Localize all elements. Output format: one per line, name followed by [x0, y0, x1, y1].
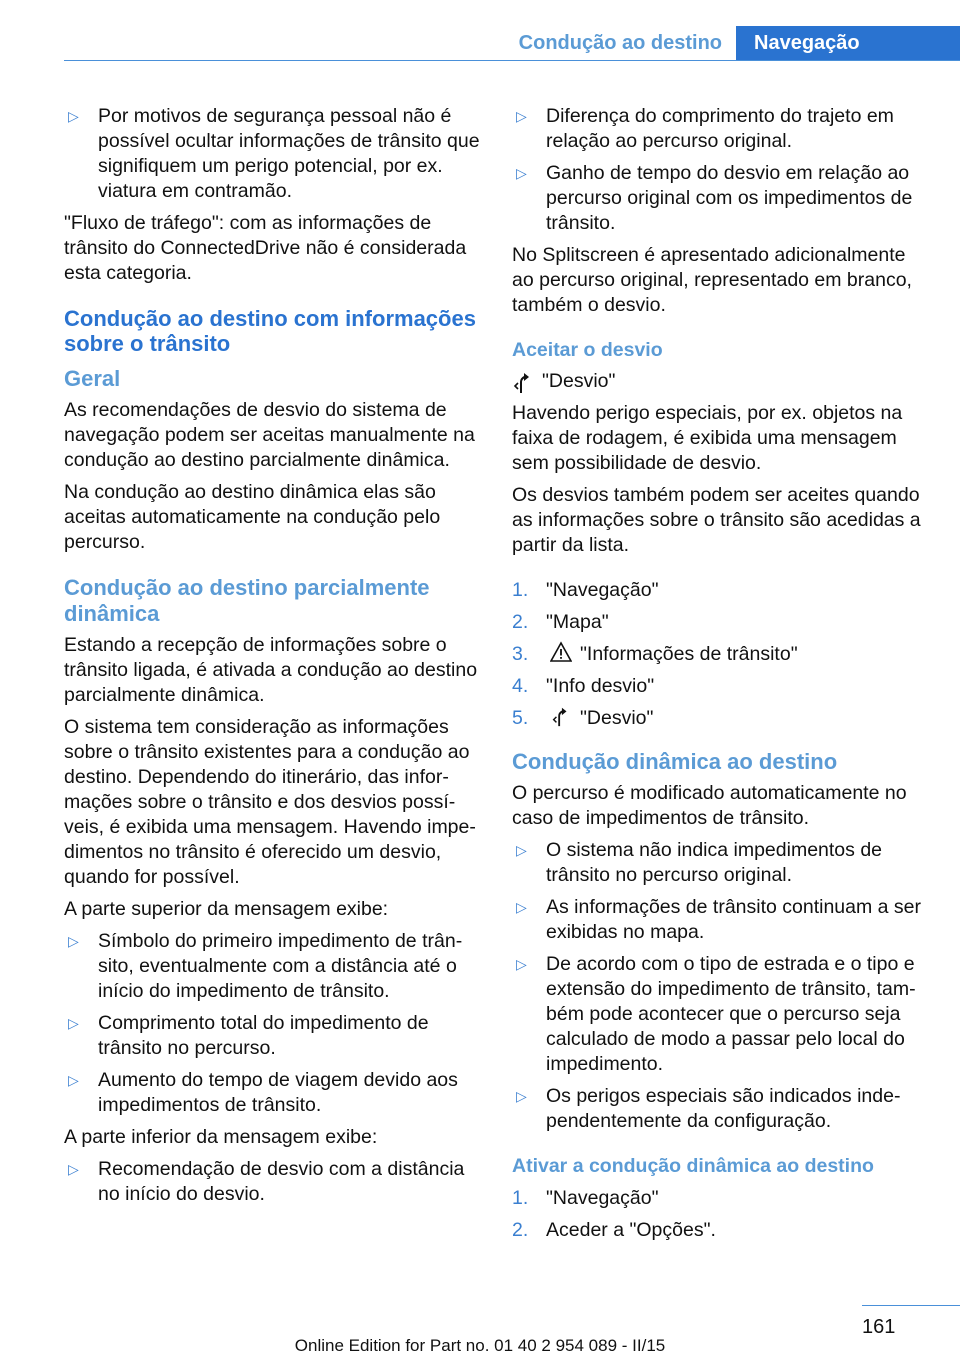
- section-heading: Condução ao destino com informações sobre o trânsito: [64, 306, 476, 356]
- header-chapter-tab: Navegação: [736, 26, 960, 60]
- step-text: "Informações de trânsito": [580, 643, 798, 665]
- bullet-marker-icon: ▷: [68, 1015, 79, 1031]
- bullet-text: Recomendação de desvio com a distância no início do desvio.: [98, 1158, 465, 1205]
- bullet-marker-icon: ▷: [516, 899, 527, 915]
- step-text: "Mapa": [546, 611, 609, 633]
- step-text: "Navegação": [546, 1187, 659, 1209]
- bullet-marker-icon: ▷: [68, 933, 79, 949]
- list-item: [512, 104, 932, 154]
- list-item: [512, 895, 932, 945]
- list-item: [64, 104, 484, 204]
- right-column: [512, 104, 932, 1249]
- list-item: [512, 1217, 932, 1243]
- list-item: [512, 609, 932, 635]
- warning-triangle-icon: [550, 641, 572, 663]
- header-rule: [64, 60, 960, 61]
- bullet-marker-icon: ▷: [68, 1161, 79, 1177]
- bullet-text: O sistema não indica impedimentos de trânsito no percurso original.: [546, 839, 883, 886]
- detour-arrow-icon: [512, 370, 534, 394]
- bullet-text: Aumento do tempo de viagem devido aos impedimentos de trânsito.: [98, 1069, 458, 1116]
- list-item: [64, 1157, 484, 1207]
- subsection-heading: Condução ao destino parcialmente dinâmica: [64, 575, 430, 626]
- list-item: [512, 161, 932, 236]
- bullet-marker-icon: ▷: [516, 842, 527, 858]
- subsection-heading: Ativar a condução dinâmica ao destino: [512, 1155, 874, 1177]
- bullet-text: As informações de trânsito continuam a ser exibidas no mapa.: [546, 896, 922, 943]
- step-text: Aceder a "Opções".: [546, 1219, 716, 1241]
- step-number: 5.: [512, 707, 529, 729]
- paragraph: O sistema tem consideração as informações sobre o trânsito existentes para a condução ao destino. Dependendo do itinerário, das informações sobre o trânsito e dos desvios possíveis, é exibida uma mensagem. Havendo impedimentos no trânsito é oferecido um desvio, quando for possível.: [64, 716, 476, 888]
- footer-edition: Online Edition for Part no. 01 40 2 954 089 - II/15: [294, 1336, 666, 1355]
- paragraph: A parte inferior da mensagem exibe:: [64, 1126, 378, 1148]
- page-number: 161: [862, 1316, 896, 1338]
- header-section-tab: Condução ao destino: [498, 26, 736, 60]
- step-number: 1.: [512, 579, 529, 601]
- paragraph: Havendo perigo especiais, por ex. objetos na faixa de rodagem, é exibida uma mensagem sem possibilidade de desvio.: [512, 402, 903, 474]
- paragraph: No Splitscreen é apresentado adicionalmente ao percurso original, representado em branco, também o desvio.: [512, 244, 912, 316]
- bullet-text: Símbolo do primeiro impedimento de trânsito, eventualmente com a distância até o início do impedimento de trânsito.: [98, 930, 463, 1002]
- subsection-heading: Aceitar o desvio: [512, 339, 663, 361]
- paragraph: O percurso é modificado automaticamente no caso de impedimentos de trânsito.: [512, 782, 907, 829]
- list-item: [512, 577, 932, 603]
- paragraph: "Fluxo de tráfego": com as informações de trânsito do ConnectedDrive não é considerada esta categoria.: [64, 212, 467, 284]
- bullet-marker-icon: ▷: [68, 1072, 79, 1088]
- list-item: [512, 838, 932, 888]
- bullet-marker-icon: ▷: [516, 165, 527, 181]
- bullet-text: Comprimento total do impedimento de trânsito no percurso.: [98, 1012, 429, 1059]
- bullet-text: Os perigos especiais são indicados independentemente da configuração.: [546, 1085, 901, 1132]
- subsection-heading: Geral: [64, 366, 121, 391]
- bullet-text: De acordo com o tipo de estrada e o tipo e extensão do impedimento de trânsito, também pode acontecer que o percurso seja calculado de modo a passar pelo local do impedimento.: [546, 953, 916, 1075]
- bullet-marker-icon: ▷: [516, 1088, 527, 1104]
- paragraph: Os desvios também podem ser aceites quando as informações sobre o trânsito são acedidas a partir da lista.: [512, 484, 921, 556]
- list-item: [512, 1185, 932, 1211]
- list-item: [512, 673, 932, 699]
- bullet-marker-icon: ▷: [68, 108, 79, 124]
- desvio-icon-line: [512, 369, 932, 394]
- list-item: [64, 1068, 484, 1118]
- bullet-marker-icon: ▷: [516, 956, 527, 972]
- step-number: 1.: [512, 1187, 529, 1209]
- bullet-marker-icon: ▷: [516, 108, 527, 124]
- paragraph: A parte superior da mensagem exibe:: [64, 898, 389, 920]
- detour-arrow-icon: [550, 705, 572, 727]
- page-number-rule: [862, 1305, 960, 1306]
- bullet-text: Diferença do comprimento do trajeto em relação ao percurso original.: [546, 105, 894, 152]
- desvio-label: "Desvio": [542, 370, 616, 392]
- step-number: 2.: [512, 611, 529, 633]
- paragraph: Estando a recepção de informações sobre o trânsito ligada, é ativada a condução ao destino parcialmente dinâmica.: [64, 634, 478, 706]
- step-number: 4.: [512, 675, 529, 697]
- list-item: [512, 1084, 932, 1134]
- step-text: "Navegação": [546, 579, 659, 601]
- paragraph: Na condução ao destino dinâmica elas são aceitas automaticamente na condução pelo percurso.: [64, 481, 441, 553]
- list-item: [512, 641, 932, 667]
- list-item: [512, 705, 932, 731]
- step-number: 2.: [512, 1219, 529, 1241]
- bullet-text: Por motivos de segurança pessoal não é possível ocultar informações de trânsito que signifiquem um perigo potencial, por ex. viatura em contramão.: [98, 105, 480, 202]
- paragraph: As recomendações de desvio do sistema de navegação podem ser aceitas manualmente na condução ao destino parcialmente dinâmica.: [64, 399, 475, 471]
- list-item: [512, 952, 932, 1077]
- step-text: "Info desvio": [546, 675, 655, 697]
- subsection-heading: Condução dinâmica ao destino: [512, 749, 838, 774]
- list-item: [64, 1011, 484, 1061]
- list-item: [64, 929, 484, 1004]
- step-number: 3.: [512, 643, 529, 665]
- bullet-text: Ganho de tempo do desvio em relação ao percurso original com os impedimentos de trânsito.: [546, 162, 913, 234]
- left-column: [64, 104, 484, 1214]
- step-text: "Desvio": [580, 707, 654, 729]
